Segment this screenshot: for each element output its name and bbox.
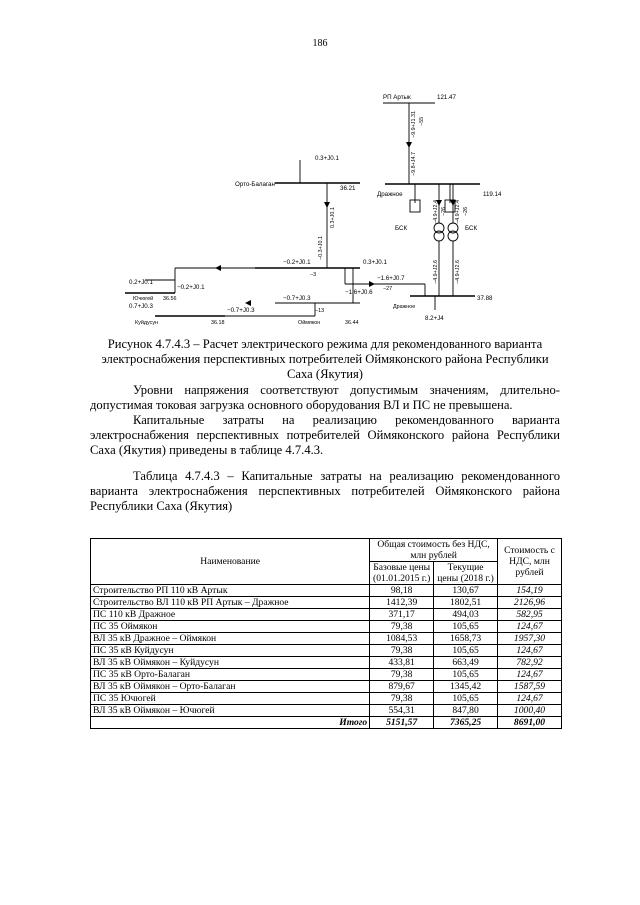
total-base: 5151,57 xyxy=(370,717,434,729)
cell-base: 79,38 xyxy=(370,645,434,657)
electrical-mode-diagram xyxy=(115,88,502,330)
page-number: 186 xyxy=(312,38,328,49)
cell-name: ПС 35 кВ Орто-Балаган xyxy=(91,669,370,681)
drazhnoe-load: 8.2+J4 xyxy=(425,315,444,322)
oymyakon-load: 0.3+J0.1 xyxy=(363,259,387,266)
bsk-1: БСК xyxy=(395,225,408,232)
cell-name: ПС 35 кВ Куйдусун xyxy=(91,645,370,657)
cell-current: 663,49 xyxy=(434,657,498,669)
cell-name: ВЛ 35 кВ Дражное – Оймякон xyxy=(91,633,370,645)
cell-name: Строительство РП 110 кВ Артык xyxy=(91,585,370,597)
oymyakon-flow-1: −0.2+J0.1 xyxy=(283,259,311,266)
ichugey-flow: −0.2+J0.1 xyxy=(177,284,205,291)
orto-load: 0.3+J0.1 xyxy=(315,155,339,162)
drazhnoe-voltage: 119.14 xyxy=(483,191,502,198)
cell-base: 1412,39 xyxy=(370,597,434,609)
bsk-2: БСК xyxy=(465,225,478,232)
drazhnoe-label: Дражное xyxy=(377,191,403,198)
cell-name: ПС 35 Оймякон xyxy=(91,621,370,633)
table-title-line-2: варианта электроснабжения перспективных потребителей Оймяконского района xyxy=(90,484,560,498)
cell-base: 79,38 xyxy=(370,621,434,633)
rp-artyk-voltage: 121.47 xyxy=(437,94,456,101)
cell-vat: 124,67 xyxy=(498,693,562,705)
cell-vat: 124,67 xyxy=(498,621,562,633)
capital-costs-table xyxy=(90,538,562,729)
header-total-cost: Общая стоимость без НДС, млн рублей xyxy=(370,539,498,562)
table-row xyxy=(91,693,562,705)
table-row xyxy=(91,597,562,609)
drazhnoe-flow-2: −1.6+J0.7 xyxy=(377,275,405,282)
ichugey-label: Ючюгей xyxy=(133,296,154,302)
cell-current: 1345,42 xyxy=(434,681,498,693)
cell-base: 1084,53 xyxy=(370,633,434,645)
header-vat-cost: Стоимость с НДС, млн рублей xyxy=(498,539,562,585)
figure-caption: Рисунок 4.7.4.3 – Расчет электрического режима для рекомендованного варианта электроснабжения перспективных потребителей Оймяконского района Республики Саха (Якутия) xyxy=(101,337,549,381)
kuydusun-flow: −0.7+J0.3 xyxy=(227,307,255,314)
kuydusun-flow-2b: −13 xyxy=(315,308,325,314)
cell-current: 130,67 xyxy=(434,585,498,597)
table-row xyxy=(91,621,562,633)
cell-current: 105,65 xyxy=(434,621,498,633)
header-base-prices: Базовые цены (01.01.2015 г.) xyxy=(370,562,434,585)
oymyakon-voltage: 36.44 xyxy=(345,320,359,326)
cell-name: Строительство ВЛ 110 кВ РП Артык – Дражное xyxy=(91,597,370,609)
table-row xyxy=(91,705,562,717)
header-current-prices: Текущие цены (2018 г.) xyxy=(434,562,498,585)
table-row xyxy=(91,657,562,669)
cell-name: ВЛ 35 кВ Оймякон – Ючюгей xyxy=(91,705,370,717)
header-name: Наименование xyxy=(91,539,370,585)
table-title-line-3: Республики Саха (Якутия) xyxy=(90,499,233,513)
tr-flow-2: −4.9+J2.4 xyxy=(455,200,461,224)
kuydusun-voltage: 36.18 xyxy=(211,320,225,326)
cell-current: 105,65 xyxy=(434,669,498,681)
cell-vat: 1587,59 xyxy=(498,681,562,693)
table-row xyxy=(91,609,562,621)
total-row xyxy=(91,717,562,729)
cell-current: 1802,51 xyxy=(434,597,498,609)
cell-name: ПС 110 кВ Дражное xyxy=(91,609,370,621)
flow-artyk-1b: −55 xyxy=(419,116,425,126)
cell-base: 554,31 xyxy=(370,705,434,717)
paragraph-costs-line-2: электроснабжения перспективных потребителей Оймяконского района Республики xyxy=(90,428,560,442)
orto-balagan-label: Орто-Балаган xyxy=(235,181,275,188)
table-row xyxy=(91,681,562,693)
cell-vat: 2126,96 xyxy=(498,597,562,609)
drazhnoe-flow-2b: −27 xyxy=(383,286,393,292)
paragraph-costs-line-3: Саха (Якутия) приведены в таблице 4.7.4.3. xyxy=(90,443,324,457)
orto-flow-2: −0.3+J0.1 xyxy=(318,236,324,260)
kuydusun-flow-2: −0.7+J0.3 xyxy=(283,295,311,302)
orto-flow: 0.3+J0.1 xyxy=(330,207,336,228)
flow-artyk-2: −9.8+J4.7 xyxy=(411,152,417,176)
total-vat: 8691,00 xyxy=(498,717,562,729)
kuydusun-load: 0.7+J0.3 xyxy=(129,303,153,310)
table-row xyxy=(91,585,562,597)
table-row xyxy=(91,645,562,657)
drazhnoe-35-label: Дражное xyxy=(393,304,416,310)
cell-vat: 1000,40 xyxy=(498,705,562,717)
ichugey-load: 0.2+J0.1 xyxy=(129,279,153,286)
paragraph-costs-line-1: Капитальные затраты на реализацию рекомендованного варианта xyxy=(133,413,560,427)
drazhnoe-flow: −1.6+J0.6 xyxy=(345,289,373,296)
orto-balagan-voltage: 36.21 xyxy=(340,185,356,192)
table-row xyxy=(91,633,562,645)
cell-name: ВЛ 35 кВ Оймякон – Орто-Балаган xyxy=(91,681,370,693)
oymyakon-label: Оймякон xyxy=(298,320,321,326)
table-row xyxy=(91,669,562,681)
cell-current: 105,65 xyxy=(434,693,498,705)
cell-base: 98,18 xyxy=(370,585,434,597)
oymyakon-flow-1b: −3 xyxy=(310,272,317,278)
cell-vat: 1957,30 xyxy=(498,633,562,645)
cell-current: 847,80 xyxy=(434,705,498,717)
kuydusun-label: Куйдусун xyxy=(135,320,158,326)
tr-flow-1b: −26 xyxy=(441,206,447,216)
tr-flow-2b: −26 xyxy=(463,206,469,216)
drazhnoe-35-voltage: 37.88 xyxy=(477,295,493,302)
paragraph-voltage-levels: Уровни напряжения соответствуют допустимым значениям, длительно-допустимая токовая загрузка основного оборудования ВЛ и ПС не превышена. xyxy=(90,383,560,412)
cell-name: ВЛ 35 кВ Оймякон – Куйдусун xyxy=(91,657,370,669)
rp-artyk-label: РП Артык xyxy=(383,94,411,101)
cell-base: 79,38 xyxy=(370,693,434,705)
cell-current: 105,65 xyxy=(434,645,498,657)
cell-current: 1658,73 xyxy=(434,633,498,645)
cell-base: 371,17 xyxy=(370,609,434,621)
cell-vat: 124,67 xyxy=(498,645,562,657)
ichugey-voltage: 36.56 xyxy=(163,296,177,302)
cell-vat: 782,92 xyxy=(498,657,562,669)
table-title-line-1: Таблица 4.7.4.3 – Капитальные затраты на реализацию рекомендованного xyxy=(133,469,560,483)
cell-base: 879,67 xyxy=(370,681,434,693)
flow-artyk-1: −9.9+J1.31 xyxy=(411,111,417,138)
cell-current: 494,03 xyxy=(434,609,498,621)
tr-low-1: −4.9+J2.6 xyxy=(433,260,439,284)
tr-flow-1: −4.9+J2.4 xyxy=(433,200,439,224)
total-label: Итого xyxy=(91,717,370,729)
tr-low-2: −4.9+J2.6 xyxy=(455,260,461,284)
cell-name: ПС 35 Ючюгей xyxy=(91,693,370,705)
cell-base: 79,38 xyxy=(370,669,434,681)
total-current: 7365,25 xyxy=(434,717,498,729)
cell-vat: 124,67 xyxy=(498,669,562,681)
cell-base: 433,81 xyxy=(370,657,434,669)
cell-vat: 154,19 xyxy=(498,585,562,597)
cell-vat: 582,95 xyxy=(498,609,562,621)
